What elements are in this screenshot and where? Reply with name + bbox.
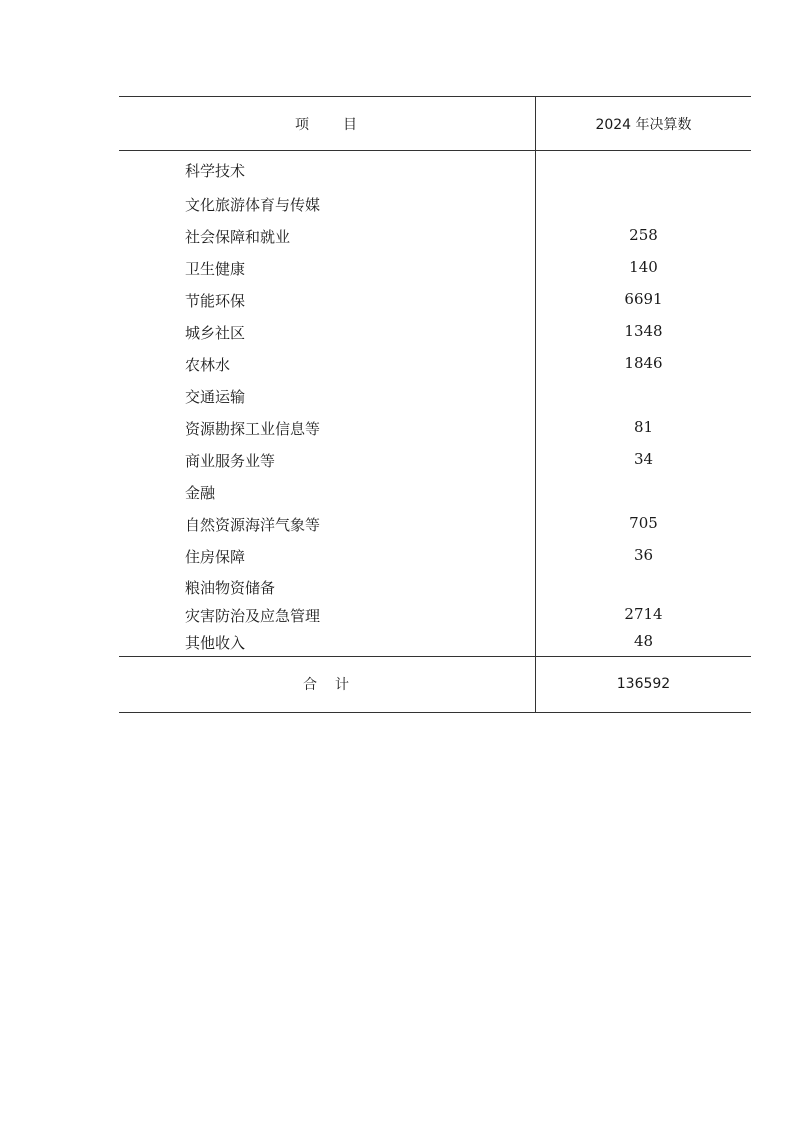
row-value: 705 xyxy=(629,514,658,532)
table-row xyxy=(119,318,751,344)
row-value: 258 xyxy=(629,226,658,244)
header-value: 2024 年决算数 xyxy=(595,116,692,133)
table-row xyxy=(119,254,751,280)
row-value: 2714 xyxy=(624,605,663,623)
row-name: 灾害防治及应急管理 xyxy=(185,607,321,625)
table-row xyxy=(119,628,751,654)
budget-table xyxy=(119,96,751,713)
row-value: 6691 xyxy=(624,290,663,308)
row-name: 节能环保 xyxy=(185,292,246,310)
row-name: 文化旅游体育与传媒 xyxy=(185,196,321,214)
row-name: 自然资源海洋气象等 xyxy=(185,516,321,534)
row-name: 卫生健康 xyxy=(185,260,246,278)
row-name: 金融 xyxy=(185,484,216,502)
table-row xyxy=(119,601,751,627)
row-value: 34 xyxy=(633,450,654,468)
row-name: 交通运输 xyxy=(185,388,246,406)
table-row xyxy=(119,190,751,216)
table-row xyxy=(119,382,751,408)
row-name: 粮油物资储备 xyxy=(185,579,276,597)
total-value: 136592 xyxy=(616,676,671,692)
row-name: 资源勘探工业信息等 xyxy=(185,420,321,438)
table-row xyxy=(119,414,751,440)
total-label: 合 计 xyxy=(303,677,351,693)
row-name: 科学技术 xyxy=(185,162,246,180)
header-divider xyxy=(119,150,751,151)
table-row xyxy=(119,222,751,248)
table-row xyxy=(119,350,751,376)
row-value: 1846 xyxy=(624,354,663,372)
header-item: 项 目 xyxy=(295,116,359,133)
row-value: 140 xyxy=(629,258,658,276)
table-row xyxy=(119,446,751,472)
table-row xyxy=(119,286,751,312)
row-value: 48 xyxy=(633,632,654,650)
row-value: 81 xyxy=(633,418,654,436)
row-value: 36 xyxy=(633,546,654,564)
table-row xyxy=(119,478,751,504)
row-name: 住房保障 xyxy=(185,548,246,566)
row-value: 1348 xyxy=(624,322,663,340)
row-name: 商业服务业等 xyxy=(185,452,276,470)
table-row xyxy=(119,542,751,568)
row-name: 社会保障和就业 xyxy=(185,228,291,246)
table-row xyxy=(119,156,751,182)
table-row xyxy=(119,573,751,599)
row-name: 城乡社区 xyxy=(185,324,246,342)
table-row xyxy=(119,510,751,536)
row-name: 其他收入 xyxy=(185,634,246,652)
row-name: 农林水 xyxy=(185,356,231,374)
